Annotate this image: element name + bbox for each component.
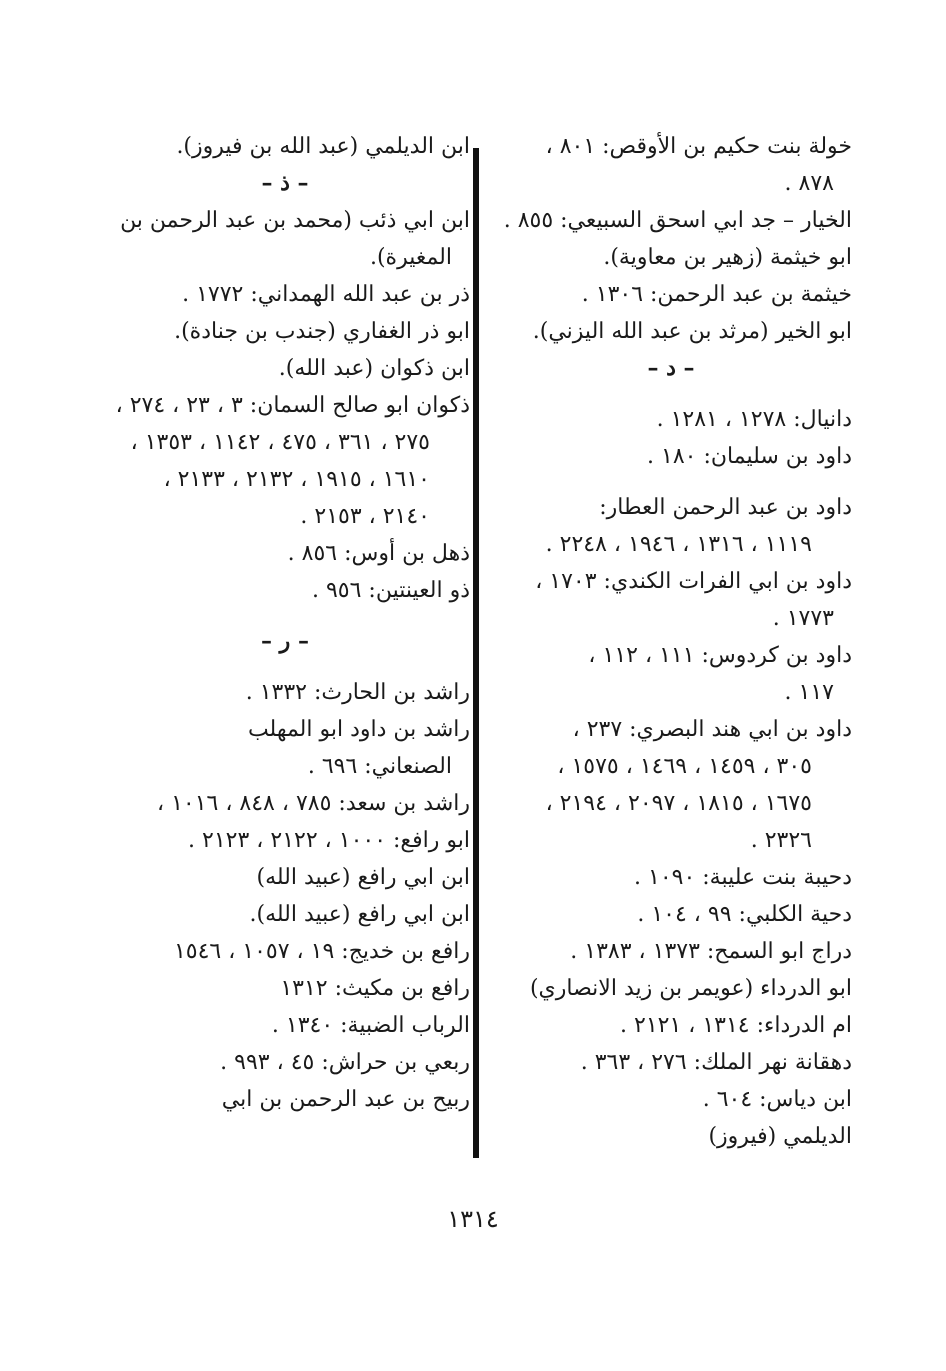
index-entry-line: ابو الخير (مرثد بن عبد الله اليزني). xyxy=(532,319,852,344)
index-entry-line: داود بن سليمان: ١٨٠ . xyxy=(647,444,852,469)
index-entry-line: داود بن ابي هند البصري: ٢٣٧ ، xyxy=(572,717,852,742)
index-entry-line: دهقانة نهر الملك: ٢٧٦ ، ٣٦٣ . xyxy=(580,1050,852,1075)
index-entry-line: ١٦١٠ ، ١٩١٥ ، ٢١٣٢ ، ٢١٣٣ ، xyxy=(163,467,430,492)
index-entry-line: ابو خيثمة (زهير بن معاوية). xyxy=(603,245,852,270)
index-entry-line: ٢٣٢٦ . xyxy=(750,828,812,853)
index-entry-line: ١٦٧٥ ، ١٨١٥ ، ٢٠٩٧ ، ٢١٩٤ ، xyxy=(545,791,812,816)
index-column-right xyxy=(490,128,852,1155)
index-entry-line: المغيرة). xyxy=(369,245,452,270)
index-entry-line: الصنعاني: ٦٩٦ . xyxy=(307,754,452,779)
index-entry-line: ١١٧ . xyxy=(784,680,834,705)
index-entry-line: ابن ابي رافع (عبيد الله) xyxy=(256,865,470,890)
index-entry-line: رافع بن مكيث: ١٣١٢ xyxy=(280,976,470,1001)
index-entry-line: الرباب الضبية: ١٣٤٠ . xyxy=(271,1013,470,1038)
index-entry-line: ام الدرداء: ١٣١٤ ، ٢١٢١ . xyxy=(620,1013,852,1038)
index-entry-line: داود بن كردوس: ١١١ ، ١١٢ ، xyxy=(588,643,852,668)
index-entry-line: ابن الديلمي (عبد الله بن فيروز). xyxy=(176,134,470,159)
index-entry-line: دراج ابو السمح: ١٣٧٣ ، ١٣٨٣ . xyxy=(570,939,852,964)
index-entry-line: الخيار – جد ابي اسحق السبيعي: ٨٥٥ . xyxy=(503,208,852,233)
index-entry-line: ربيح بن عبد الرحمن بن ابي xyxy=(221,1087,470,1112)
column-divider xyxy=(473,148,479,1158)
index-entry-line: ابن ابي ذئب (محمد بن عبد الرحمن بن xyxy=(120,208,470,233)
index-entry-line: ذكوان ابو صالح السمان: ٣ ، ٢٣ ، ٢٧٤ ، xyxy=(115,393,470,418)
index-column-left xyxy=(100,128,470,1118)
index-entry-line: راشد بن الحارث: ١٣٣٢ . xyxy=(245,680,470,705)
index-entry-line: داود بن ابي الفرات الكندي: ١٧٠٣ ، xyxy=(535,569,852,594)
index-entry-line: الديلمي (فيروز) xyxy=(708,1124,852,1149)
index-entry-line: ابن دياس: ٦٠٤ . xyxy=(702,1087,852,1112)
index-entry-line: ربعي بن حراش: ٤٥ ، ٩٩٣ . xyxy=(220,1050,470,1075)
index-entry-line: داود بن عبد الرحمن العطار: xyxy=(599,495,852,520)
page-number: ١٣١٤ xyxy=(447,1205,499,1233)
index-entry-line: ٢١٤٠ ، ٢١٥٣ . xyxy=(300,504,430,529)
index-entry-line: ابو الدرداء (عويمر بن زيد الانصاري) xyxy=(529,976,852,1001)
index-entry-line: دحية الكلبي: ٩٩ ، ١٠٤ . xyxy=(637,902,852,927)
section-letter-heading: – د – xyxy=(647,355,695,381)
index-entry-line: راشد بن سعد: ٧٨٥ ، ٨٤٨ ، ١٠١٦ ، xyxy=(156,791,470,816)
index-entry-line: ذهل بن أوس: ٨٥٦ . xyxy=(287,541,470,566)
index-entry-line: راشد بن داود ابو المهلب xyxy=(247,717,470,742)
index-entry-line: رافع بن خديج: ١٩ ، ١٠٥٧ ، ١٥٤٦ xyxy=(173,939,470,964)
index-entry-line: دانيال: ١٢٧٨ ، ١٢٨١ . xyxy=(656,407,852,432)
index-entry-line: دحيبة بنت عليبة: ١٠٩٠ . xyxy=(634,865,852,890)
index-entry-line: ذو العينتين: ٩٥٦ . xyxy=(311,578,470,603)
index-entry-line: ١٧٧٣ . xyxy=(772,606,834,631)
index-entry-line: ٨٧٨ . xyxy=(784,171,834,196)
index-entry-line: ذر بن عبد الله الهمداني: ١٧٧٢ . xyxy=(182,282,470,307)
index-entry-line: ٢٧٥ ، ٣٦١ ، ٤٧٥ ، ١١٤٢ ، ١٣٥٣ ، xyxy=(130,430,430,455)
section-letter-heading: – ر – xyxy=(261,628,309,654)
index-entry-line: خولة بنت حكيم بن الأوقص: ٨٠١ ، xyxy=(545,134,852,159)
index-entry-line: ٣٠٥ ، ١٤٥٩ ، ١٤٦٩ ، ١٥٧٥ ، xyxy=(557,754,812,779)
index-entry-line: ١١١٩ ، ١٣١٦ ، ١٩٤٦ ، ٢٢٤٨ . xyxy=(545,532,812,557)
index-entry-line: ابو رافع: ١٠٠٠ ، ٢١٢٢ ، ٢١٢٣ . xyxy=(188,828,470,853)
index-entry-line: ابو ذر الغفاري (جندب بن جنادة). xyxy=(174,319,470,344)
index-entry-line: خيثمة بن عبد الرحمن: ١٣٠٦ . xyxy=(581,282,852,307)
index-entry-line: ابن ابي رافع (عبيد الله). xyxy=(249,902,470,927)
section-letter-heading: – ذ – xyxy=(261,170,309,196)
index-entry-line: ابن ذكوان (عبد الله). xyxy=(278,356,470,381)
